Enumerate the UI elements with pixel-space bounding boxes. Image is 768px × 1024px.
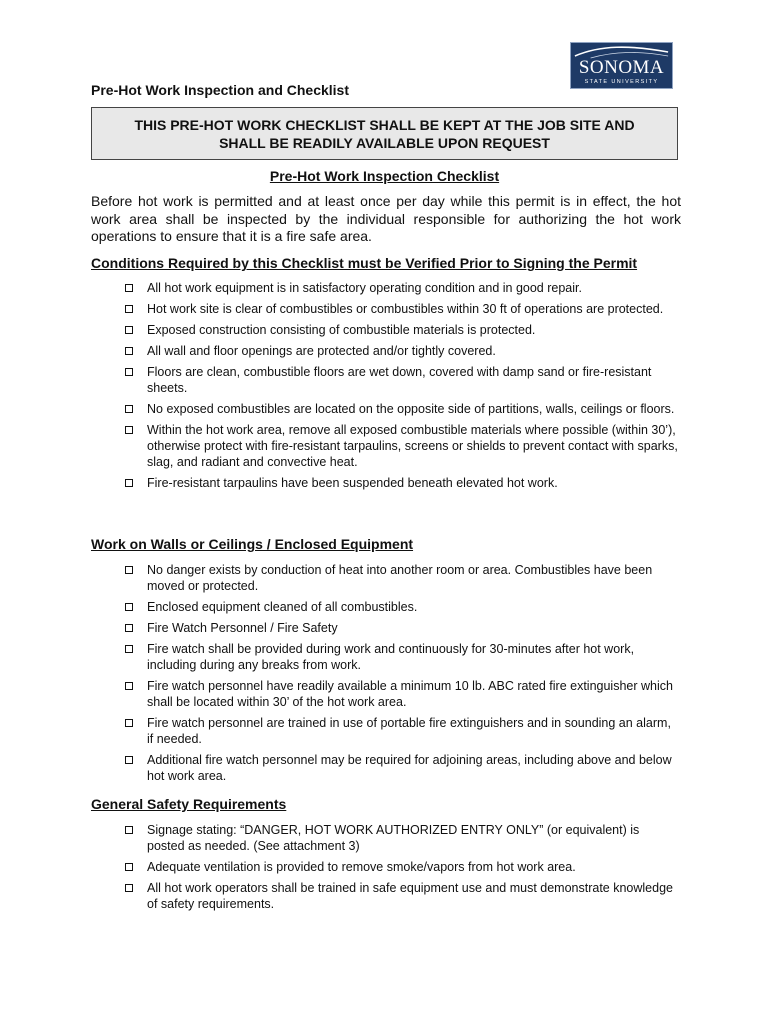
checkbox-icon[interactable] [125,826,133,834]
checklist-heading: Pre-Hot Work Inspection Checklist [269,168,500,184]
checklist-item-text: All hot work equipment is in satisfactory operating condition and in good repair. [147,281,582,295]
checklist-general-safety [125,822,680,917]
checklist-item[interactable] [125,859,680,875]
checkbox-icon[interactable] [125,479,133,487]
checklist-item-text: Fire watch personnel have readily available a minimum 10 lb. ABC rated fire extinguisher which shall be located within 30’ of the hot work area. [147,679,673,709]
checklist-item[interactable] [125,620,680,636]
checkbox-icon[interactable] [125,682,133,690]
checkbox-icon[interactable] [125,603,133,611]
checklist-item-text: All hot work operators shall be trained in safe equipment use and must demonstrate knowledge of safety requirements. [147,881,673,911]
checklist-item-text: Floors are clean, combustible floors are wet down, covered with damp sand or fire-resistant sheets. [147,365,652,395]
intro-paragraph: Before hot work is permitted and at least once per day while this permit is in effect, the hot work area shall be inspected by the individual responsible for authorizing the hot work operations to ensure that it is a fire safe area. [91,193,681,244]
checkbox-icon[interactable] [125,347,133,355]
checklist-item[interactable] [125,280,680,296]
checkbox-icon[interactable] [125,405,133,413]
checklist-item[interactable] [125,599,680,615]
checklist-conditions [125,280,680,496]
checklist-item[interactable] [125,562,680,594]
checkbox-icon[interactable] [125,624,133,632]
checklist-item-text: Adequate ventilation is provided to remove smoke/vapors from hot work area. [147,860,576,874]
logo-name: SONOMA [578,57,665,78]
logo-subtitle: STATE UNIVERSITY [584,79,659,85]
checklist-item-text: No exposed combustibles are located on the opposite side of partitions, walls, ceilings or floors. [147,402,675,416]
checkbox-icon[interactable] [125,719,133,727]
checkbox-icon[interactable] [125,426,133,434]
sonoma-state-logo [570,42,673,89]
checklist-walls-ceilings [125,562,680,789]
checkbox-icon[interactable] [125,756,133,764]
section-heading-general-safety: General Safety Requirements [91,796,287,812]
checklist-item[interactable] [125,322,680,338]
notice-box [91,107,678,160]
checklist-item[interactable] [125,752,680,784]
checkbox-icon[interactable] [125,884,133,892]
checklist-item-text: Hot work site is clear of combustibles or combustibles within 30 ft of operations are protected. [147,302,664,316]
checkbox-icon[interactable] [125,566,133,574]
checklist-item[interactable] [125,715,680,747]
checkbox-icon[interactable] [125,305,133,313]
section-heading-conditions: Conditions Required by this Checklist must be Verified Prior to Signing the Permit [91,255,638,271]
checklist-item-text: Within the hot work area, remove all exposed combustible materials where possible (within 30’), otherwise protect with fire-resistant tarpaulins, screens or shields to prevent contact with sparks, slag, and radiant and convective heat. [147,423,678,469]
checklist-item-text: Additional fire watch personnel may be required for adjoining areas, including above and below hot work area. [147,753,672,783]
checkbox-icon[interactable] [125,368,133,376]
checklist-item-text: Fire-resistant tarpaulins have been suspended beneath elevated hot work. [147,476,558,490]
checklist-item-text: Signage stating: “DANGER, HOT WORK AUTHORIZED ENTRY ONLY” (or equivalent) is posted as needed. (See attachment 3) [147,823,640,853]
checklist-item-text: Fire watch shall be provided during work and continuously for 30-minutes after hot work, including during any breaks from work. [147,642,635,672]
checklist-item[interactable] [125,641,680,673]
checklist-item-text: All wall and floor openings are protected and/or tightly covered. [147,344,496,358]
checkbox-icon[interactable] [125,326,133,334]
checklist-item[interactable] [125,401,680,417]
checkbox-icon[interactable] [125,863,133,871]
checklist-item-text: No danger exists by conduction of heat into another room or area. Combustibles have been moved or protected. [147,563,653,593]
checklist-item[interactable] [125,678,680,710]
checklist-item[interactable] [125,822,680,854]
document-title: Pre-Hot Work Inspection and Checklist [91,82,350,98]
checkbox-icon[interactable] [125,645,133,653]
checklist-item[interactable] [125,364,680,396]
checklist-item-text: Fire watch personnel are trained in use of portable fire extinguishers and in sounding an alarm, if needed. [147,716,671,746]
checklist-item[interactable] [125,422,680,470]
notice-text: THIS PRE-HOT WORK CHECKLIST SHALL BE KEPT AT THE JOB SITE AND SHALL BE READILY AVAILABLE UPON REQUEST [134,116,635,151]
section-heading-walls-ceilings: Work on Walls or Ceilings / Enclosed Equipment [91,536,414,552]
checklist-item-text: Exposed construction consisting of combustible materials is protected. [147,323,536,337]
checklist-item[interactable] [125,301,680,317]
checklist-item[interactable] [125,880,680,912]
checkbox-icon[interactable] [125,284,133,292]
checklist-item-text: Fire Watch Personnel / Fire Safety [147,621,338,635]
checklist-item[interactable] [125,343,680,359]
checklist-item[interactable] [125,475,680,491]
checklist-item-text: Enclosed equipment cleaned of all combustibles. [147,600,418,614]
